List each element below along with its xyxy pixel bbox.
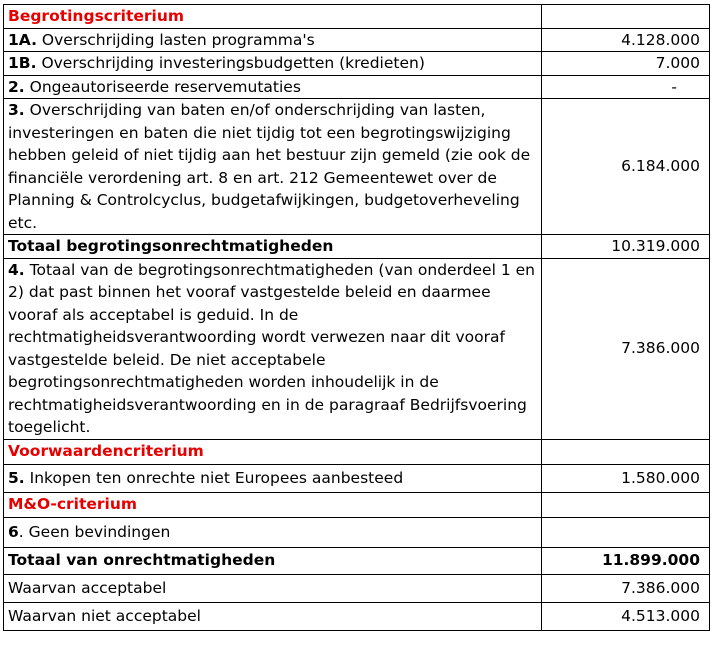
row-amount: 4.128.000 [542, 28, 710, 52]
budget-criterion-header: Begrotingscriterium [4, 5, 542, 29]
table-row [4, 439, 710, 464]
row-amount: 7.386.000 [542, 258, 710, 439]
row-1a-label-cell [4, 28, 542, 52]
row-6-label-cell [4, 517, 542, 547]
row-amount: - [542, 75, 710, 99]
row-number: 1B. [8, 54, 37, 72]
row-number: 4. [8, 260, 25, 279]
row-number: 5. [8, 468, 25, 487]
not-acceptable-label: Waarvan niet acceptabel [4, 602, 542, 630]
table-row [4, 5, 710, 29]
acceptable-label: Waarvan acceptabel [4, 574, 542, 602]
row-1b-label-cell [4, 52, 542, 76]
row-amount: 1.580.000 [542, 464, 710, 492]
table-row [4, 99, 710, 235]
total-irregularities-amount: 11.899.000 [542, 547, 710, 574]
row-amount: 7.000 [542, 52, 710, 76]
table-row [4, 464, 710, 492]
row-label: Overschrijding van baten en/of onderschrijding van lasten, investeringen en baten die niet tijdig tot een begrotingswijziging hebben geleid of niet tijdig aan het bestuur zijn gemeld (zie ook de financiële verordening art. 8 en art. 212 Gemeentewet over de Planning & Controlcyclus, budgetafwijkingen, budgetoverheveling etc. [8, 101, 531, 232]
row-5-label-cell [4, 464, 542, 492]
row-label: Ongeautoriseerde reservemutaties [29, 77, 301, 96]
table-row [4, 492, 710, 517]
not-acceptable-amount: 4.513.000 [542, 602, 710, 630]
row-amount: 6.184.000 [542, 99, 710, 235]
row-4-label-cell [4, 258, 542, 439]
row-number: 2. [8, 77, 25, 96]
empty-cell [542, 492, 710, 517]
table-row [4, 52, 710, 76]
acceptable-amount: 7.386.000 [542, 574, 710, 602]
table-row [4, 258, 710, 439]
table-row [4, 28, 710, 52]
table-row [4, 75, 710, 99]
total-budget-label: Totaal begrotingsonrechtmatigheden [4, 235, 542, 259]
row-label: Totaal van de begrotingsonrechtmatigheden (van onderdeel 1 en 2) dat past binnen het vooraf vastgestelde beleid en daarmee vooraf als acceptabel is geduid. In de rechtmatigheidsverantwoording wordt verwezen naar dit vooraf vastgestelde beleid. De niet acceptabele begrotingsonrechtmatigheden worden inhoudelijk in de rechtmatigheidsverantwoording en in de paragraaf Bedrijfsvoering toegelicht. [8, 260, 535, 436]
empty-cell [542, 5, 710, 29]
total-irregularities-label: Totaal van onrechtmatigheden [4, 547, 542, 574]
row-number: 3. [8, 101, 25, 119]
row-label: Overschrijding investeringsbudgetten (kredieten) [41, 54, 425, 72]
table-row [4, 574, 710, 602]
row-label: Overschrijding lasten programma's [41, 30, 315, 49]
row-number: 1A. [8, 30, 37, 49]
table-row [4, 547, 710, 574]
row-2-label-cell [4, 75, 542, 99]
table-row [4, 602, 710, 630]
total-budget-amount: 10.319.000 [542, 235, 710, 259]
row-label: . Geen bevindingen [18, 522, 171, 541]
row-amount [542, 517, 710, 547]
empty-cell [542, 439, 710, 464]
table-row [4, 235, 710, 259]
irregularities-table [3, 4, 710, 631]
mo-criterion-header: M&O-criterium [4, 492, 542, 517]
conditions-criterion-header: Voorwaardencriterium [4, 439, 542, 464]
row-3-label-cell [4, 99, 542, 235]
row-number: 6 [8, 522, 19, 541]
table-row [4, 517, 710, 547]
row-label: Inkopen ten onrechte niet Europees aanbesteed [29, 468, 404, 487]
